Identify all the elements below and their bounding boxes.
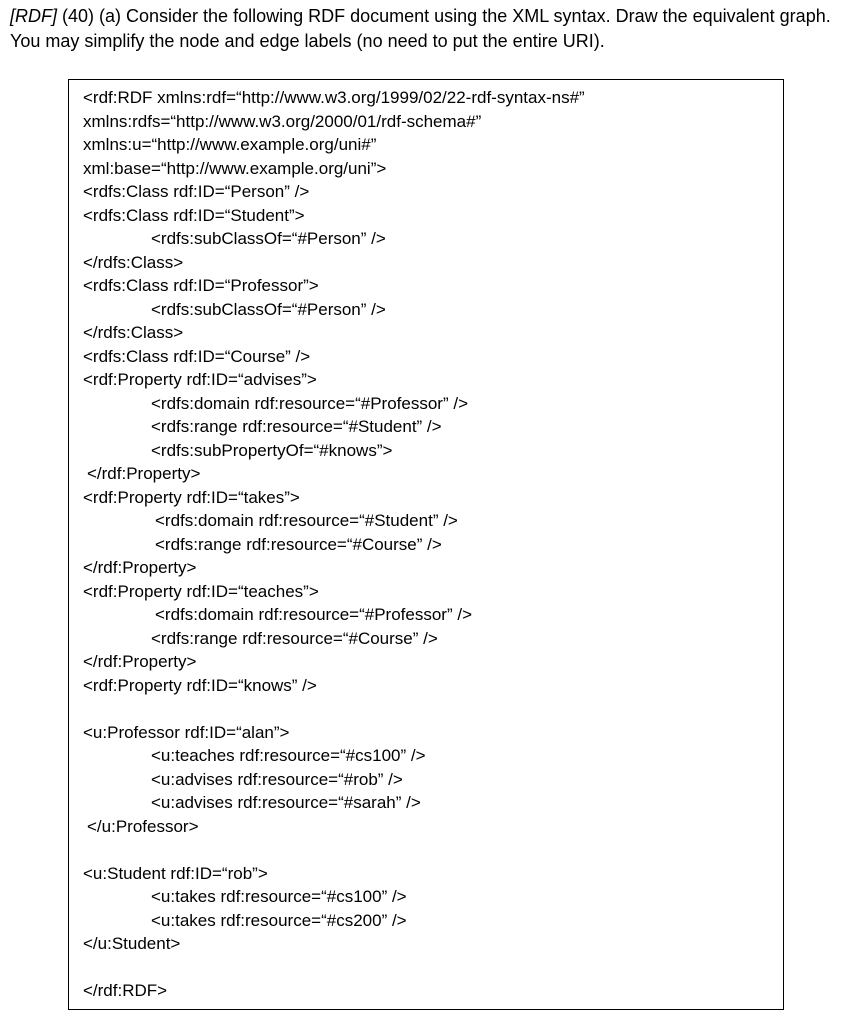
code-line: <rdfs:domain rdf:resource=“#Professor” /> [151,393,468,413]
code-line: <rdfs:Class rdf:ID=“Person” /> [83,182,310,201]
code-line: <u:takes rdf:resource=“#cs200” /> [151,910,407,930]
code-line: <rdfs:domain rdf:resource=“#Professor” /> [155,605,472,624]
code-line: <rdf:Property rdf:ID=“teaches”> [83,581,319,601]
code-line: <rdfs:range rdf:resource=“#Course” /> [151,628,438,648]
code-line: <u:teaches rdf:resource=“#cs100” /> [151,746,426,765]
code-line: </rdf:Property> [83,558,197,577]
code-line: xml:base=“http://www.example.org/uni”> [83,158,387,178]
code-line: <rdf:RDF xmlns:rdf=“http://www.w3.org/1999/02/22-rdf-syntax-ns#” [83,88,585,107]
code-line: <rdfs:subClassOf=“#Person” /> [151,299,386,319]
code-line: <rdfs:Class rdf:ID=“Course” /> [83,346,311,366]
code-line: <rdfs:Class rdf:ID=“Student”> [83,205,305,225]
code-line: xmlns:rdfs=“http://www.w3.org/2000/01/rdf-schema#” [83,111,482,131]
code-line: <rdf:Property rdf:ID=“knows” /> [83,675,317,695]
code-line [83,838,585,862]
code-line: <u:advises rdf:resource=“#rob” /> [151,769,403,789]
code-box [68,79,784,1010]
question-tag: [RDF] [10,6,57,26]
code-line: </rdfs:Class> [83,252,184,272]
code-line: </rdf:Property> [83,652,197,671]
code-line: <rdfs:range rdf:resource=“#Course” /> [155,534,442,554]
code-line: <rdf:Property rdf:ID=“advises”> [83,370,317,389]
code-line: <rdfs:subClassOf=“#Person” /> [151,229,386,248]
code-line: xmlns:u=“http://www.example.org/uni#” [83,135,377,154]
code-line [83,956,585,980]
code-line: <rdfs:domain rdf:resource=“#Student” /> [155,511,458,530]
code-line: <u:Professor rdf:ID=“alan”> [83,722,290,742]
question-text [10,4,850,54]
code-line: <rdf:Property rdf:ID=“takes”> [83,487,300,507]
code-line: </rdf:Property> [87,464,201,483]
code-line: <rdfs:range rdf:resource=“#Student” /> [151,417,442,436]
code-line [83,697,585,721]
code-line: </rdf:RDF> [83,981,168,1000]
code-line: <rdfs:Class rdf:ID=“Professor”> [83,276,319,295]
code-line: </rdfs:Class> [83,323,184,342]
code-line: <u:advises rdf:resource=“#sarah” /> [151,793,421,812]
code-line: </u:Professor> [87,816,199,836]
code-line: <u:takes rdf:resource=“#cs100” /> [151,887,407,906]
code-listing [83,86,585,1003]
code-line: </u:Student> [83,934,181,953]
code-line: <u:Student rdf:ID=“rob”> [83,863,268,883]
code-line: <rdfs:subPropertyOf=“#knows”> [151,440,393,460]
question-body: (40) (a) Consider the following RDF document using the XML syntax. Draw the equivalent graph. You may simplify the node and edge labels (no need to put the entire URI). [10,6,831,51]
